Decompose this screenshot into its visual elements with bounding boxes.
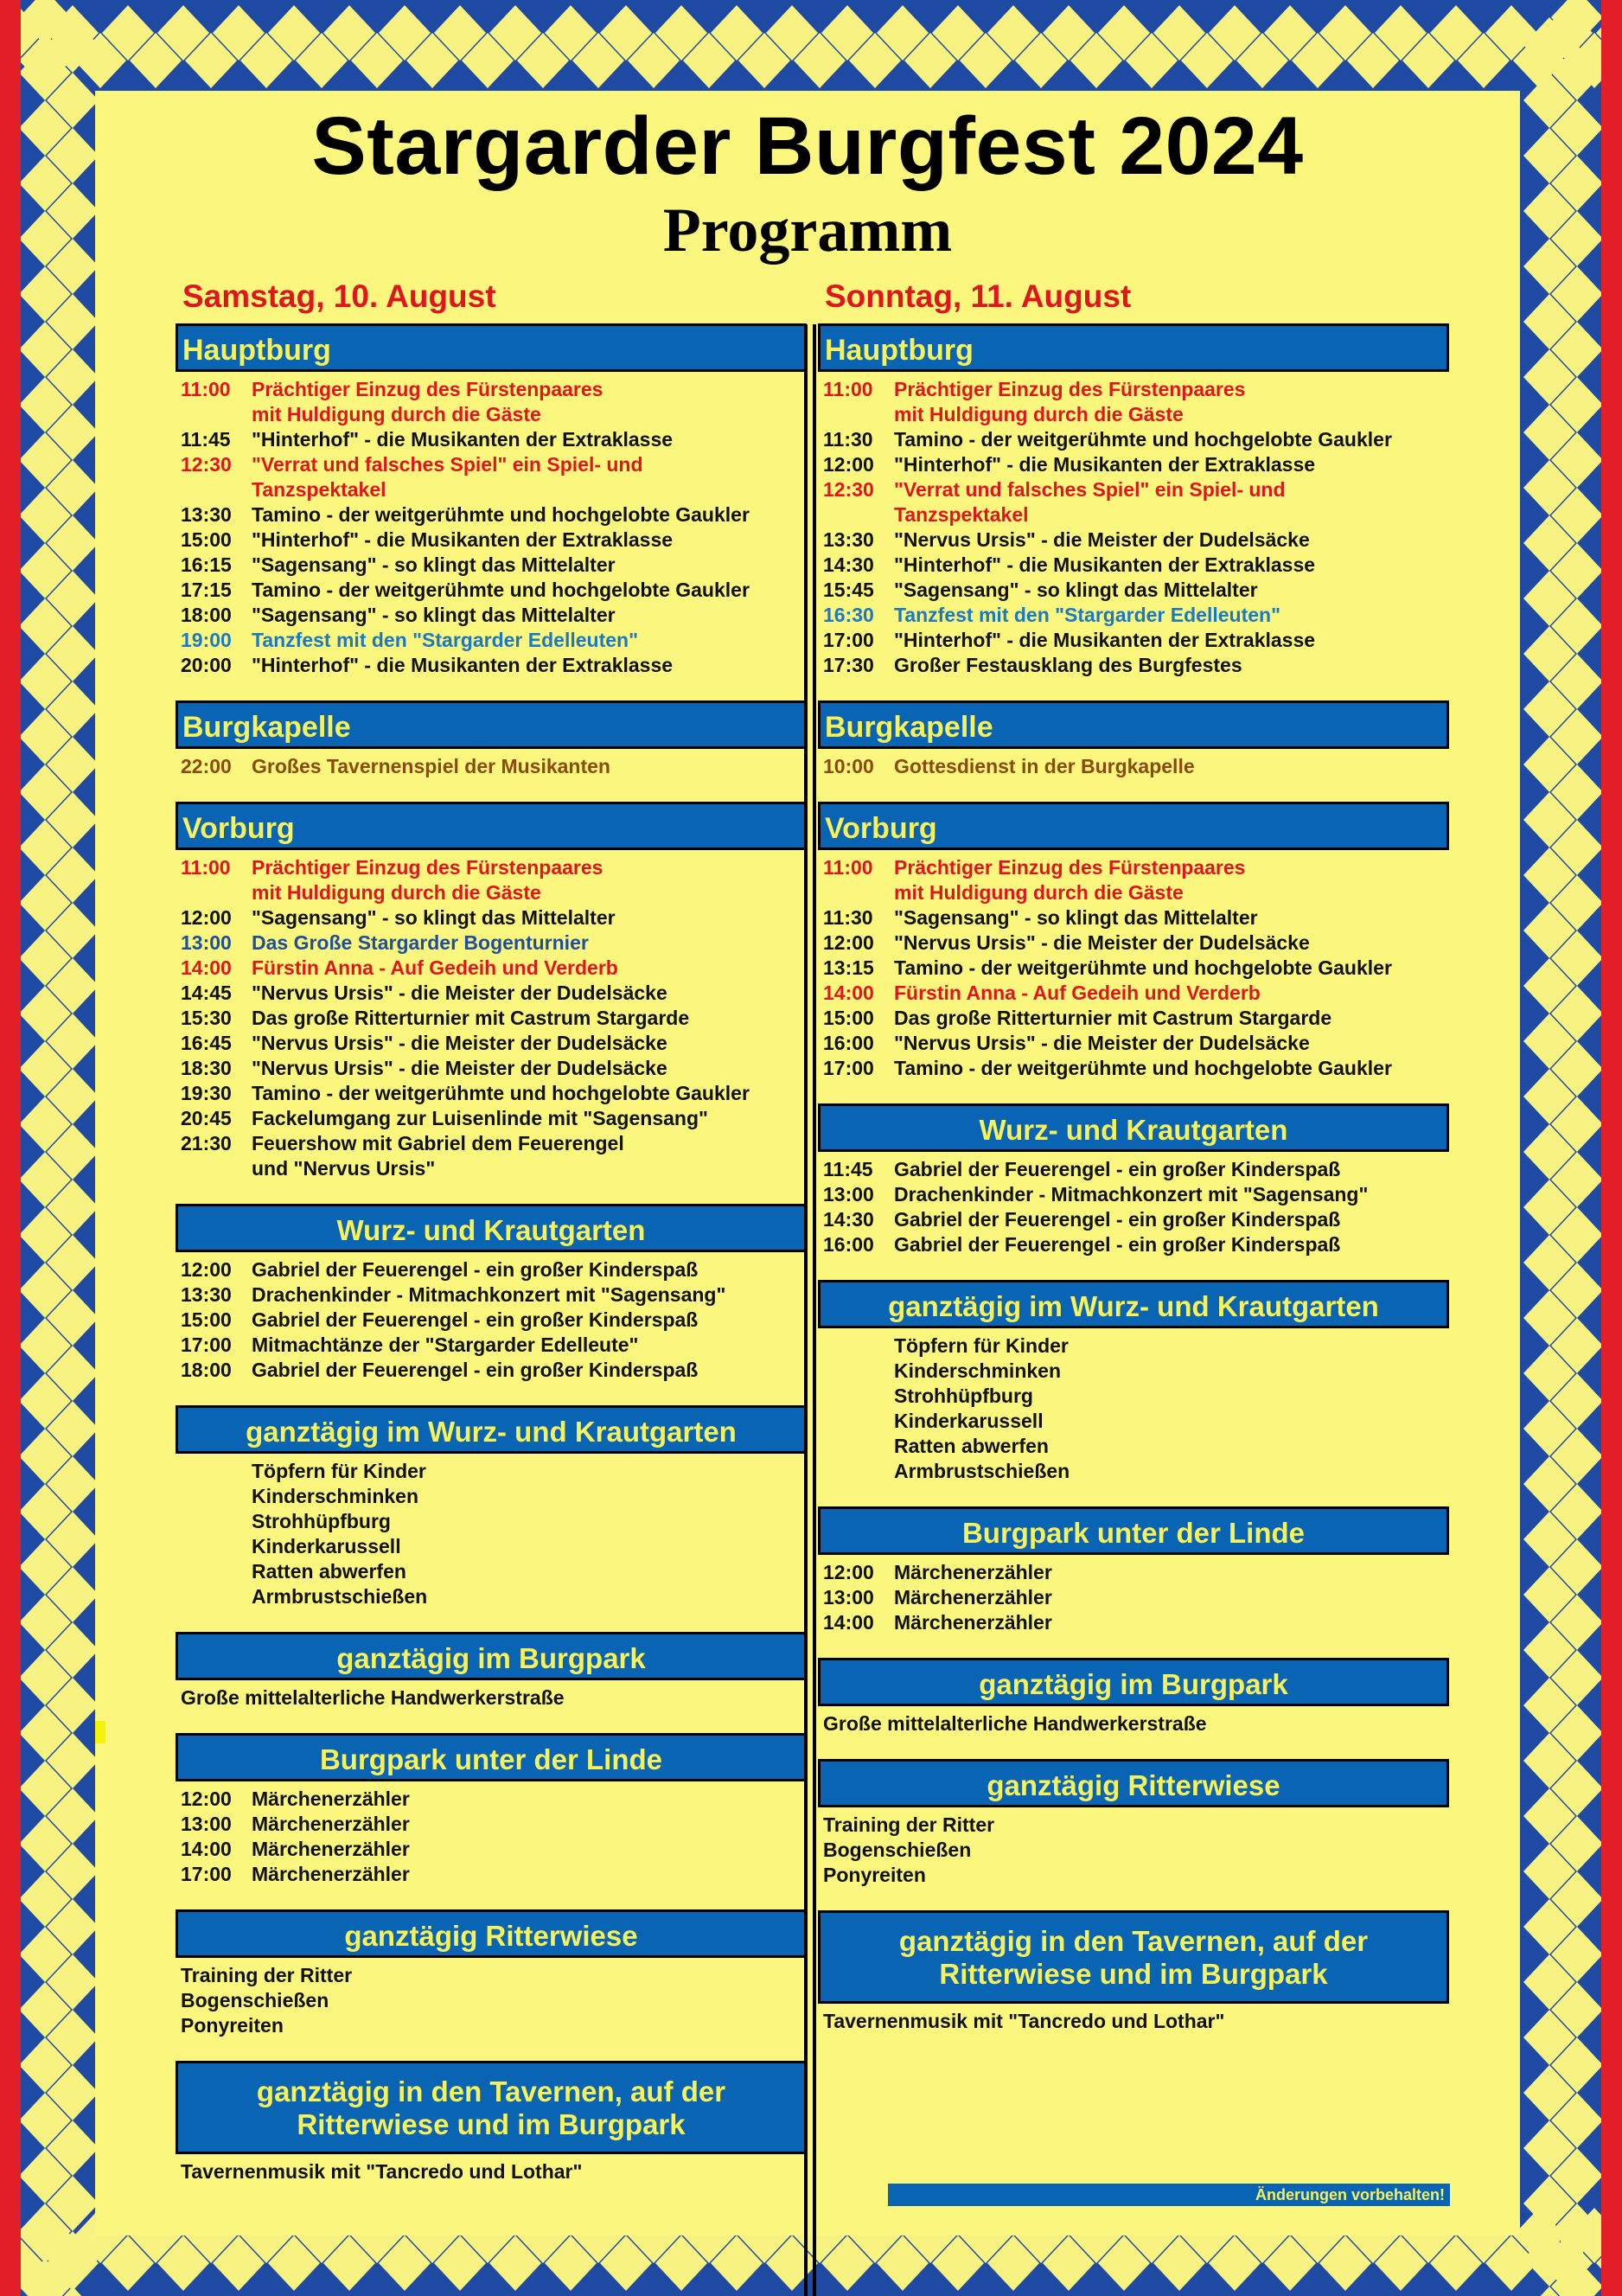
event-time: 13:00 <box>823 1586 874 1608</box>
day-heading: Sonntag, 11. August <box>825 278 1132 314</box>
schedule-row <box>176 981 807 1006</box>
event-time: 13:30 <box>181 1283 232 1306</box>
event-time: 17:00 <box>181 1863 232 1885</box>
event-time: 14:00 <box>181 1838 232 1860</box>
section-header: Burgpark unter der Linde <box>176 1733 807 1781</box>
schedule-row <box>818 1031 1449 1056</box>
section-header: ganztägig im Wurz- und Krautgarten <box>818 1280 1449 1328</box>
schedule-row <box>176 1282 807 1308</box>
activity-item: Große mittelalterliche Handwerkerstraße <box>181 1686 565 1709</box>
section-header: ganztägig im Burgpark <box>818 1658 1449 1706</box>
event-time: 14:00 <box>823 982 874 1004</box>
activity-item: Tavernenmusik mit "Tancredo und Lothar" <box>823 2010 1225 2032</box>
schedule-row <box>176 1812 807 1837</box>
schedule-row <box>818 402 1449 427</box>
schedule-row <box>176 905 807 931</box>
event-time: 13:00 <box>823 1183 874 1206</box>
event-description: Das große Ritterturnier mit Castrum Stargarde <box>252 1007 690 1029</box>
event-description: Tamino - der weitgerühmte und hochgelobte Gaukler <box>252 503 750 526</box>
event-description: Gabriel der Feuerengel - ein großer Kinderspaß <box>894 1208 1341 1231</box>
event-time: 15:00 <box>823 1007 874 1029</box>
program-section <box>176 1204 807 1383</box>
schedule-row <box>176 1006 807 1031</box>
schedule-row <box>818 377 1449 402</box>
schedule-row <box>818 553 1449 578</box>
event-description: "Verrat und falsches Spiel" ein Spiel- und <box>252 453 643 476</box>
activity-item: Strohhüpfburg <box>894 1385 1033 1407</box>
yellow-marker <box>95 1721 105 1743</box>
activity-item: Bogenschießen <box>823 1839 972 1861</box>
schedule-row <box>176 1056 807 1081</box>
event-time: 13:00 <box>181 1813 232 1835</box>
program-section <box>176 1909 807 2038</box>
event-time: 12:30 <box>823 478 874 501</box>
schedule-row <box>176 1106 807 1131</box>
event-description: "Sagensang" - so klingt das Mittelalter <box>252 604 616 626</box>
schedule-row <box>818 628 1449 653</box>
activity-item: Kinderkarussell <box>894 1410 1044 1432</box>
event-description: "Hinterhof" - die Musikanten der Extraklasse <box>894 553 1316 576</box>
event-description: Prächtiger Einzug des Fürstenpaares <box>894 856 1246 879</box>
event-description: Feuershow mit Gabriel dem Feuerengel <box>252 1132 624 1154</box>
event-time <box>818 880 894 905</box>
event-time: 15:00 <box>181 528 232 551</box>
event-time: 20:45 <box>181 1107 232 1129</box>
event-time: 14:30 <box>823 1208 874 1231</box>
sunday-column <box>818 277 1449 2056</box>
event-description: "Sagensang" - so klingt das Mittelalter <box>894 906 1258 929</box>
event-time: 18:00 <box>181 604 232 626</box>
event-time: 18:30 <box>181 1057 232 1079</box>
program-section <box>818 1103 1449 1257</box>
schedule-row <box>176 1308 807 1333</box>
schedule-row <box>176 653 807 678</box>
event-time: 20:00 <box>181 654 232 676</box>
event-description: "Nervus Ursis" - die Meister der Dudelsäcke <box>894 931 1310 954</box>
event-description: Prächtiger Einzug des Fürstenpaares <box>252 856 603 879</box>
activity-item: Kinderkarussell <box>252 1535 401 1557</box>
event-time: 15:00 <box>181 1308 232 1331</box>
program-section <box>176 1733 807 1887</box>
event-time: 12:00 <box>181 1258 232 1281</box>
event-description: mit Huldigung durch die Gäste <box>252 403 541 425</box>
event-time <box>176 880 252 905</box>
event-description: Mitmachtänze der "Stargarder Edelleute" <box>252 1333 639 1356</box>
schedule-row <box>818 1232 1449 1257</box>
activity-item: Training der Ritter <box>823 1813 995 1836</box>
event-description: Märchenerzähler <box>252 1863 410 1885</box>
program-section <box>818 1910 1449 2034</box>
event-description: Märchenerzähler <box>894 1561 1052 1583</box>
event-time: 21:30 <box>181 1132 232 1154</box>
day-heading: Samstag, 10. August <box>182 278 496 314</box>
schedule-row <box>818 528 1449 553</box>
event-time: 14:30 <box>823 553 874 576</box>
activity-item: Bogenschießen <box>181 1989 329 2011</box>
event-time: 15:45 <box>823 579 874 601</box>
event-description: "Nervus Ursis" - die Meister der Dudelsäcke <box>252 1032 667 1054</box>
activity-item: Große mittelalterliche Handwerkerstraße <box>823 1712 1207 1735</box>
schedule-row <box>818 653 1449 678</box>
event-description: Prächtiger Einzug des Fürstenpaares <box>894 378 1246 400</box>
event-description: Tanzspektakel <box>894 503 1029 526</box>
event-description: "Sagensang" - so klingt das Mittelalter <box>894 579 1258 601</box>
schedule-row <box>818 427 1449 452</box>
event-time: 11:30 <box>823 428 873 451</box>
schedule-row <box>176 477 807 502</box>
event-description: "Hinterhof" - die Musikanten der Extraklasse <box>252 654 674 676</box>
schedule-row <box>176 1333 807 1358</box>
event-time <box>818 402 894 427</box>
event-time: 12:00 <box>823 1561 874 1583</box>
event-time: 16:30 <box>823 604 874 626</box>
event-time: 12:30 <box>181 453 232 476</box>
activity-item: Tavernenmusik mit "Tancredo und Lothar" <box>181 2160 583 2183</box>
program-section <box>818 323 1449 678</box>
event-description: Fackelumgang zur Luisenlinde mit "Sagensang" <box>252 1107 708 1129</box>
section-header: ganztägig im Burgpark <box>176 1632 807 1680</box>
schedule-row <box>176 931 807 956</box>
saturday-column <box>176 277 807 2207</box>
section-header: Wurz- und Krautgarten <box>818 1103 1449 1152</box>
event-description: Gottesdienst in der Burgkapelle <box>894 755 1195 777</box>
activity-item: Armbrustschießen <box>894 1460 1070 1482</box>
event-time: 13:00 <box>181 931 232 954</box>
poster-title: Stargarder Burgfest 2024 <box>311 100 1304 192</box>
event-description: Märchenerzähler <box>252 1788 410 1810</box>
activity-item: Armbrustschießen <box>252 1585 428 1608</box>
event-time: 13:30 <box>181 503 232 526</box>
schedule-row <box>818 905 1449 931</box>
activity-item: Ponyreiten <box>181 2014 284 2037</box>
schedule-row <box>818 981 1449 1006</box>
event-description: Tamino - der weitgerühmte und hochgelobte Gaukler <box>894 428 1392 451</box>
schedule-row <box>176 578 807 603</box>
column-divider <box>813 324 816 2296</box>
event-description: Märchenerzähler <box>252 1838 410 1860</box>
event-description: Tanzspektakel <box>252 478 386 501</box>
section-header: ganztägig Ritterwiese <box>818 1759 1449 1807</box>
event-time: 11:00 <box>181 378 231 400</box>
poster-subtitle: Programm <box>662 195 953 265</box>
event-time: 13:30 <box>823 528 874 551</box>
section-header: ganztägig in den Tavernen, auf der Ritterwiese und im Burgpark <box>176 2061 807 2154</box>
section-header: ganztägig Ritterwiese <box>176 1909 807 1958</box>
schedule-row <box>176 452 807 477</box>
event-time: 11:45 <box>181 428 231 451</box>
schedule-row <box>176 553 807 578</box>
schedule-row <box>818 477 1449 502</box>
event-time: 17:00 <box>823 629 874 651</box>
activity-item: Töpfern für Kinder <box>252 1460 426 1482</box>
event-time: 16:00 <box>823 1233 874 1256</box>
event-description: "Hinterhof" - die Musikanten der Extraklasse <box>894 453 1316 476</box>
program-section <box>818 1759 1449 1888</box>
event-description: Gabriel der Feuerengel - ein großer Kinderspaß <box>252 1308 699 1331</box>
activity-item: Ponyreiten <box>823 1864 926 1886</box>
program-section <box>818 1506 1449 1635</box>
event-description: Fürstin Anna - Auf Gedeih und Verderb <box>252 956 618 979</box>
event-time: 14:45 <box>181 982 232 1004</box>
event-description: Gabriel der Feuerengel - ein großer Kinderspaß <box>252 1359 699 1381</box>
section-header: Hauptburg <box>818 323 1449 372</box>
event-description: "Nervus Ursis" - die Meister der Dudelsäcke <box>252 982 667 1004</box>
event-time: 16:15 <box>181 553 232 576</box>
event-description: Tanzfest mit den "Stargarder Edelleuten" <box>894 604 1280 626</box>
event-description: "Verrat und falsches Spiel" ein Spiel- und <box>894 478 1286 501</box>
activity-item: Strohhüpfburg <box>252 1510 391 1532</box>
event-time <box>818 502 894 528</box>
activity-item: Ratten abwerfen <box>252 1560 406 1583</box>
program-section <box>818 802 1449 1081</box>
event-time: 18:00 <box>181 1359 232 1381</box>
event-time: 16:45 <box>181 1032 232 1054</box>
schedule-row <box>818 452 1449 477</box>
program-section <box>176 700 807 779</box>
activity-item: Töpfern für Kinder <box>894 1334 1069 1357</box>
event-time: 11:00 <box>181 856 231 879</box>
program-section <box>176 802 807 1181</box>
event-description: mit Huldigung durch die Gäste <box>894 403 1184 425</box>
event-description: "Hinterhof" - die Musikanten der Extraklasse <box>894 629 1316 651</box>
program-section <box>176 2061 807 2184</box>
schedule-row <box>818 956 1449 981</box>
schedule-row <box>818 855 1449 880</box>
schedule-row <box>176 855 807 880</box>
event-description: Prächtiger Einzug des Fürstenpaares <box>252 378 603 400</box>
event-description: und "Nervus Ursis" <box>252 1157 436 1180</box>
program-section <box>818 700 1449 779</box>
event-description: Tamino - der weitgerühmte und hochgelobte Gaukler <box>252 579 750 601</box>
event-description: mit Huldigung durch die Gäste <box>252 881 541 904</box>
schedule-row <box>818 1585 1449 1610</box>
event-description: Gabriel der Feuerengel - ein großer Kinderspaß <box>252 1258 699 1281</box>
event-time: 17:30 <box>823 654 874 676</box>
event-description: Gabriel der Feuerengel - ein großer Kinderspaß <box>894 1158 1341 1180</box>
section-header: Hauptburg <box>176 323 807 372</box>
activity-item: Training der Ritter <box>181 1964 353 1986</box>
event-description: Gabriel der Feuerengel - ein großer Kinderspaß <box>894 1233 1341 1256</box>
schedule-row <box>176 628 807 653</box>
event-description: Märchenerzähler <box>894 1586 1052 1608</box>
program-section <box>176 323 807 678</box>
event-description: Tamino - der weitgerühmte und hochgelobte Gaukler <box>894 956 1392 979</box>
event-description: "Hinterhof" - die Musikanten der Extraklasse <box>252 428 674 451</box>
schedule-row <box>176 377 807 402</box>
event-time: 15:30 <box>181 1007 232 1029</box>
event-time: 11:30 <box>823 906 873 929</box>
event-time: 14:00 <box>823 1611 874 1634</box>
schedule-row <box>176 956 807 981</box>
event-description: mit Huldigung durch die Gäste <box>894 881 1184 904</box>
event-description: Fürstin Anna - Auf Gedeih und Verderb <box>894 982 1261 1004</box>
event-time: 19:00 <box>181 629 232 651</box>
event-description: Das Große Stargarder Bogenturnier <box>252 931 589 954</box>
event-description: Drachenkinder - Mitmachkonzert mit "Sagensang" <box>894 1183 1369 1206</box>
schedule-row <box>176 1862 807 1887</box>
event-time: 16:00 <box>823 1032 874 1054</box>
section-header: Burgkapelle <box>818 700 1449 749</box>
schedule-row <box>818 502 1449 528</box>
activity-item: Ratten abwerfen <box>894 1435 1049 1457</box>
schedule-row <box>176 1787 807 1812</box>
schedule-row <box>176 1081 807 1106</box>
schedule-row <box>818 1182 1449 1207</box>
changes-note: Änderungen vorbehalten! <box>888 2184 1450 2206</box>
event-time: 22:00 <box>181 755 232 777</box>
event-description: Tanzfest mit den "Stargarder Edelleuten" <box>252 629 638 651</box>
schedule-row <box>176 502 807 528</box>
event-description: "Nervus Ursis" - die Meister der Dudelsäcke <box>252 1057 667 1079</box>
schedule-row <box>176 402 807 427</box>
schedule-row <box>818 754 1449 779</box>
event-description: Märchenerzähler <box>894 1611 1052 1634</box>
event-time: 11:00 <box>823 856 873 879</box>
section-header: Burgpark unter der Linde <box>818 1506 1449 1555</box>
event-time: 13:15 <box>823 956 874 979</box>
event-time: 12:00 <box>823 453 874 476</box>
event-time: 12:00 <box>181 1788 232 1810</box>
event-description: "Hinterhof" - die Musikanten der Extraklasse <box>252 528 674 551</box>
activity-item: Kinderschminken <box>894 1359 1061 1382</box>
program-section <box>176 1405 807 1609</box>
section-header: Vorburg <box>176 802 807 850</box>
event-time <box>176 477 252 502</box>
section-header: ganztägig in den Tavernen, auf der Ritterwiese und im Burgpark <box>818 1910 1449 2004</box>
schedule-row <box>176 1031 807 1056</box>
schedule-row <box>818 578 1449 603</box>
section-header: Vorburg <box>818 802 1449 850</box>
event-description: "Nervus Ursis" - die Meister der Dudelsäcke <box>894 528 1310 551</box>
poster-paper <box>95 91 1520 2235</box>
schedule-row <box>176 427 807 452</box>
event-description: "Sagensang" - so klingt das Mittelalter <box>252 906 616 929</box>
event-description: Großer Festausklang des Burgfestes <box>894 654 1242 676</box>
schedule-row <box>818 1056 1449 1081</box>
program-section <box>818 1280 1449 1484</box>
event-description: "Sagensang" - so klingt das Mittelalter <box>252 553 616 576</box>
event-description: Tamino - der weitgerühmte und hochgelobte Gaukler <box>894 1057 1392 1079</box>
event-time: 17:15 <box>181 579 232 601</box>
schedule-row <box>176 754 807 779</box>
program-section <box>818 1658 1449 1736</box>
schedule-row <box>176 1358 807 1383</box>
schedule-row <box>176 1257 807 1282</box>
schedule-row <box>176 1837 807 1862</box>
event-time: 11:45 <box>823 1158 873 1180</box>
event-time <box>176 1156 252 1181</box>
event-time: 19:30 <box>181 1082 232 1104</box>
schedule-row <box>176 1131 807 1156</box>
section-header: ganztägig im Wurz- und Krautgarten <box>176 1405 807 1454</box>
event-description: Großes Tavernenspiel der Musikanten <box>252 755 610 777</box>
event-description: Tamino - der weitgerühmte und hochgelobte Gaukler <box>252 1082 750 1104</box>
event-time <box>176 402 252 427</box>
schedule-row <box>818 931 1449 956</box>
program-section <box>176 1632 807 1711</box>
schedule-row <box>818 1006 1449 1031</box>
schedule-row <box>818 880 1449 905</box>
schedule-row <box>176 528 807 553</box>
event-time: 17:00 <box>181 1333 232 1356</box>
event-description: "Nervus Ursis" - die Meister der Dudelsäcke <box>894 1032 1310 1054</box>
schedule-row <box>818 1207 1449 1232</box>
activity-item: Kinderschminken <box>252 1485 418 1507</box>
schedule-row <box>818 1157 1449 1182</box>
event-time: 14:00 <box>181 956 232 979</box>
event-time: 10:00 <box>823 755 874 777</box>
event-time: 12:00 <box>823 931 874 954</box>
section-header: Wurz- und Krautgarten <box>176 1204 807 1252</box>
event-time: 17:00 <box>823 1057 874 1079</box>
section-header: Burgkapelle <box>176 700 807 749</box>
schedule-row <box>176 1156 807 1181</box>
event-time: 12:00 <box>181 906 232 929</box>
event-description: Drachenkinder - Mitmachkonzert mit "Sagensang" <box>252 1283 726 1306</box>
event-time: 11:00 <box>823 378 873 400</box>
event-description: Märchenerzähler <box>252 1813 410 1835</box>
event-description: Das große Ritterturnier mit Castrum Stargarde <box>894 1007 1332 1029</box>
schedule-row <box>818 1610 1449 1635</box>
schedule-row <box>818 1560 1449 1585</box>
schedule-row <box>176 603 807 628</box>
schedule-row <box>176 880 807 905</box>
schedule-row <box>818 603 1449 628</box>
